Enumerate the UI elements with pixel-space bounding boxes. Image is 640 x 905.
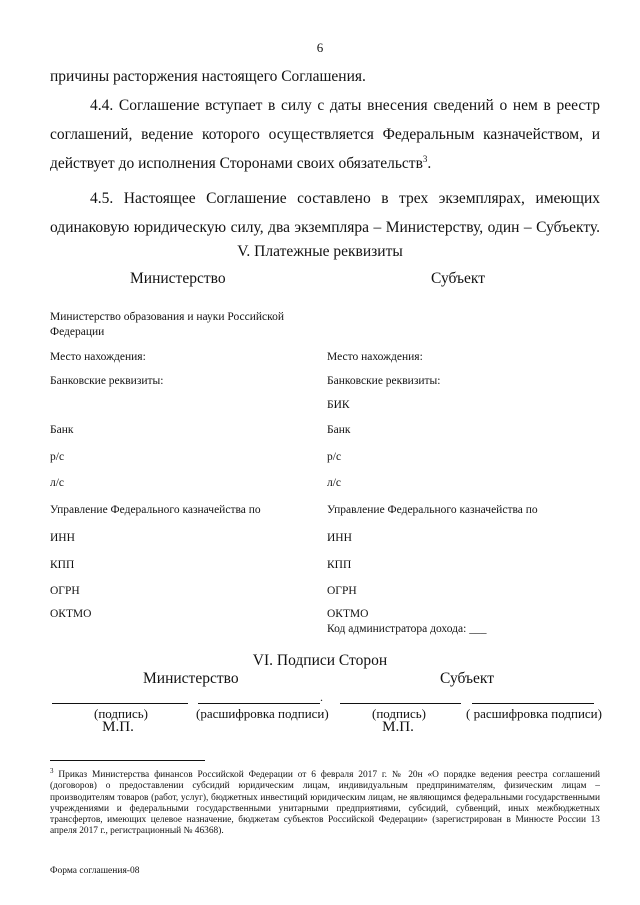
footnote-reference: 3 — [422, 153, 428, 164]
subject-signature-line — [340, 703, 461, 704]
separator-dot: . — [320, 690, 323, 704]
ministry-decoding-line — [198, 703, 320, 704]
page-number: 6 — [316, 40, 324, 55]
section-6-title: VI. Подписи Сторон — [252, 652, 388, 669]
ministry-inn: ИНН — [50, 532, 75, 544]
ministry-ls: л/с — [50, 477, 65, 489]
ministry-oktmo: ОКТМО — [50, 608, 92, 620]
clause-4-4-line2: соглашений, ведение которого осуществляется Федеральным казначейством, и — [50, 126, 600, 143]
sign-subject-heading: Субъект — [440, 670, 494, 687]
subject-rs: р/с — [327, 451, 342, 463]
subject-stamp-mark: М.П. — [382, 719, 414, 735]
clause-4-5-line1: 4.5. Настоящее Соглашение составлено в трех экземплярах, имеющих — [90, 190, 600, 207]
ministry-heading: Министерство — [130, 270, 226, 287]
footnote-separator — [50, 760, 205, 761]
subject-signature-label: (подпись) — [372, 706, 426, 721]
ministry-name: Министерство образования и науки Российской Федерации — [50, 311, 285, 338]
subject-bank-details: Банковские реквизиты: — [327, 375, 441, 387]
subject-location: Место нахождения: — [327, 351, 423, 363]
clause-4-4-line1: 4.4. Соглашение вступает в силу с даты внесения сведений о нем в реестр — [90, 97, 600, 114]
ministry-decoding-label: (расшифровка подписи) — [196, 706, 329, 721]
ministry-treasury: Управление Федерального казначейства по — [50, 504, 261, 516]
subject-ls: л/с — [327, 477, 342, 489]
clause-tail: причины расторжения настоящего Соглашения. — [50, 68, 366, 85]
subject-bik: БИК — [327, 399, 350, 411]
section-5-title: V. Платежные реквизиты — [237, 243, 403, 260]
subject-decoding-line — [472, 703, 594, 704]
ministry-stamp-mark: М.П. — [102, 719, 134, 735]
subject-inn: ИНН — [327, 532, 352, 544]
subject-treasury: Управление Федерального казначейства по — [327, 504, 538, 516]
footnote-text: Приказ Министерства финансов Российской Федерации от 6 февраля 2017 г. № 20н «О порядке ведения реестра соглашений (договоров) о предоставлении субсидий юридическим лицам, индивидуальным предпринимателям, физическим лицам – производителям товаров (работ, услуг), бюджетных инвестиций юридическим лицам, не являющимся федеральными государственными учреждениями и федеральными государственными унитарными предприятиями, субсидий, субвенций, иных межбюджетных трансфертов, имеющих целевое назначение, бюджетам субъектов Российской Федерации» (зарегистрирован в Минюсте России 13 апреля 2017 г., регистрационный № 46368). — [50, 770, 600, 837]
clause-4-5-line2: одинаковую юридическую силу, два экземпляра – Министерству, один – Субъекту. — [50, 219, 600, 236]
form-name: Форма соглашения-08 — [50, 866, 140, 876]
footnote — [50, 766, 600, 837]
footnote-mark: 3 — [50, 767, 54, 775]
ministry-kpp: КПП — [50, 559, 75, 571]
clause-4-4-line3-text: действует до исполнения Сторонами своих обязательств — [50, 155, 423, 172]
ministry-signature-line — [52, 703, 188, 704]
sign-ministry-heading: Министерство — [143, 670, 239, 687]
ministry-location: Место нахождения: — [50, 351, 146, 363]
ministry-bank: Банк — [50, 424, 74, 436]
ministry-signature-label: (подпись) — [94, 706, 148, 721]
subject-ogrn: ОГРН — [327, 585, 357, 597]
subject-heading: Субъект — [431, 270, 485, 287]
ministry-bank-details: Банковские реквизиты: — [50, 375, 164, 387]
subject-decoding-label: ( расшифровка подписи) — [466, 706, 602, 721]
subject-bank: Банк — [327, 424, 351, 436]
ministry-ogrn: ОГРН — [50, 585, 80, 597]
subject-oktmo: ОКТМО — [327, 608, 369, 620]
clause-4-4-line3 — [50, 149, 600, 178]
subject-income-admin-code: Код администратора дохода: ___ — [327, 623, 487, 635]
subject-kpp: КПП — [327, 559, 352, 571]
clause-4-4-line3-end: . — [427, 155, 432, 172]
ministry-rs: р/с — [50, 451, 65, 463]
